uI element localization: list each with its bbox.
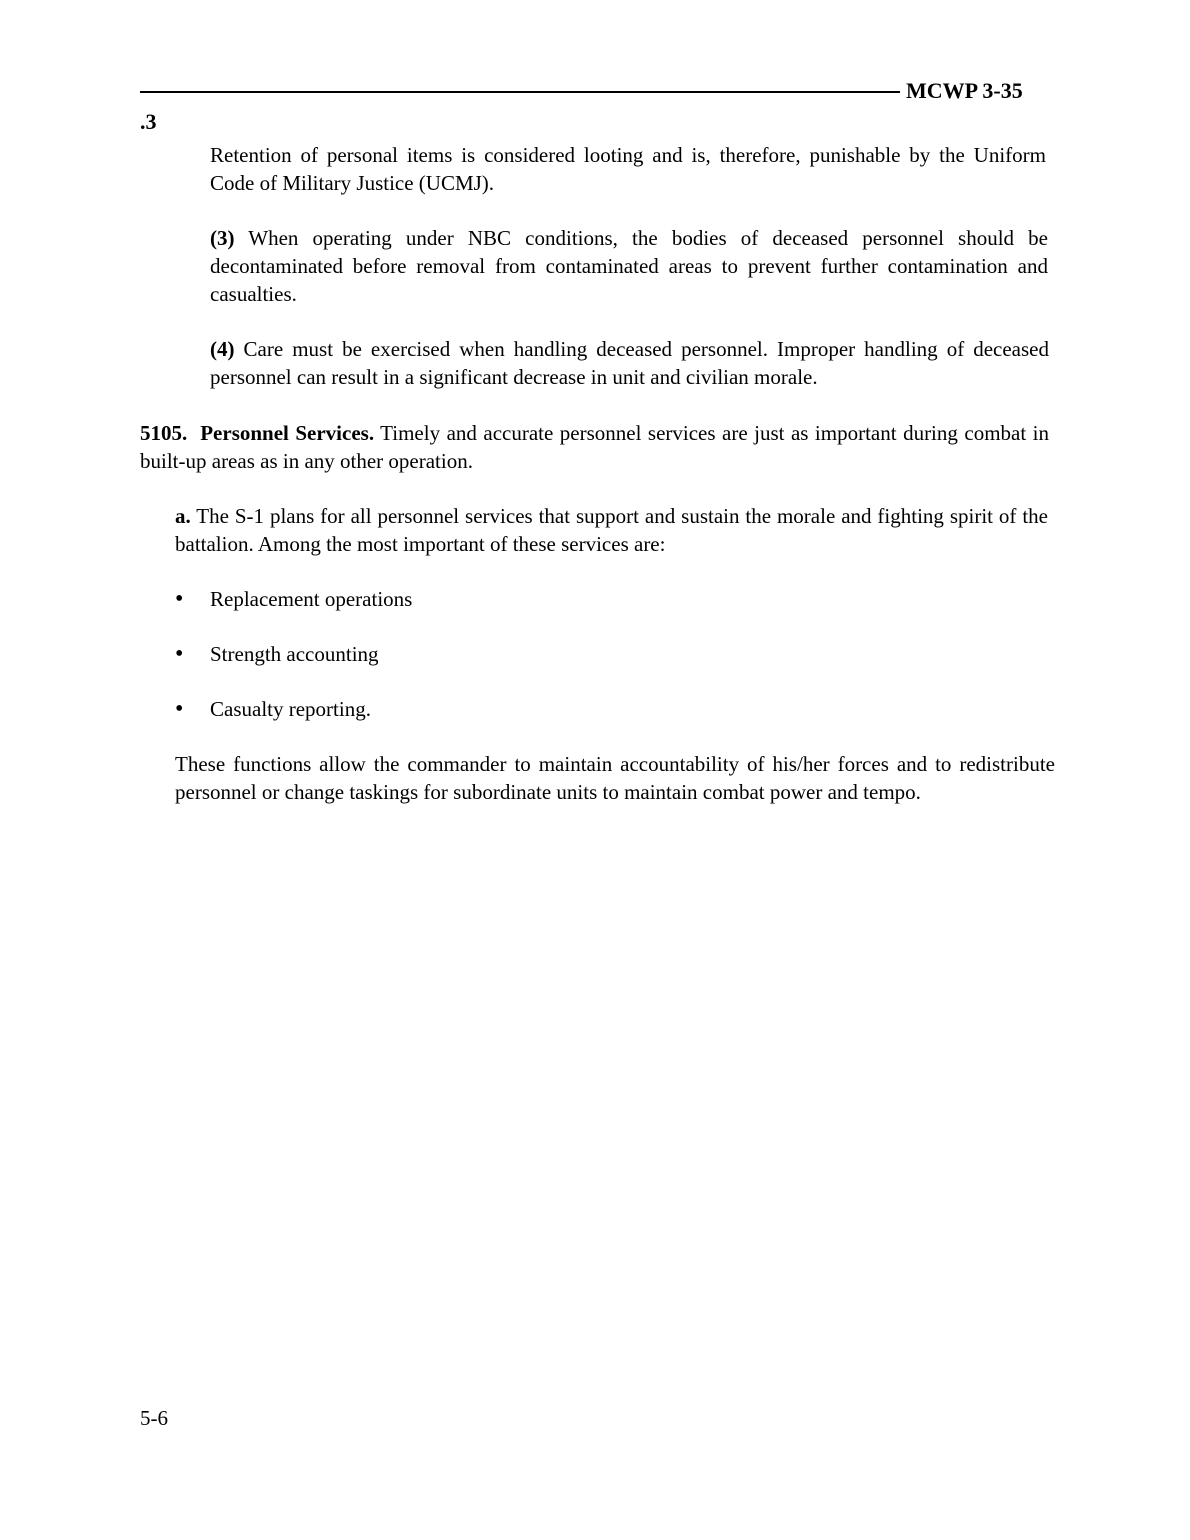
subparagraph-text: The S-1 plans for all personnel services that support and sustain the morale and fighting spirit of the battalion. Among the most important of these services are: (175, 504, 1048, 556)
paragraph-closing (175, 750, 1055, 806)
list-item-text: Replacement operations (210, 587, 413, 611)
section-text: Timely and accurate personnel services are just as important during combat in built-up areas as in any other operation. (140, 421, 1049, 473)
paragraph-text: When operating under NBC conditions, the bodies of deceased personnel should be decontaminated before removal from contaminated areas to prevent further contamination and casualties. (210, 226, 1048, 306)
bullet-icon: • (175, 641, 184, 667)
paragraph-retention-text: Retention of personal items is considered looting and is, therefore, punishable by the Uniform Code of Military Justice (UCMJ). (210, 143, 1046, 195)
bullet-icon: • (175, 696, 184, 722)
section-mark: .3 (140, 109, 157, 134)
paragraph-text: Care must be exercised when handling deceased personnel. Improper handling of deceased personnel can result in a significant decrease in unit and civilian morale. (210, 337, 1049, 389)
page-number: 5-6 (140, 1406, 168, 1430)
section-personnel-services (140, 419, 1049, 475)
paragraph-retention (210, 141, 1046, 197)
section-number: 5105. (140, 421, 188, 445)
paragraph-nbc-conditions (210, 224, 1048, 308)
subparagraph-label: a. (175, 504, 191, 528)
section-heading: Personnel Services. (200, 421, 375, 445)
list-item-text: Casualty reporting. (210, 697, 371, 721)
paragraph-number: (4) (210, 337, 235, 361)
header-rule (140, 91, 900, 93)
bullet-icon: • (175, 586, 184, 612)
paragraph-number: (3) (210, 226, 235, 250)
paragraph-closing-text: These functions allow the commander to maintain accountability of his/her forces and to redistribute personnel or change taskings for subordinate units to maintain combat power and tempo. (175, 752, 1055, 804)
list-item-text: Strength accounting (210, 642, 379, 666)
document-title: MCWP 3-35 (906, 78, 1023, 103)
paragraph-handling-care (210, 335, 1049, 391)
subparagraph-a (175, 502, 1048, 558)
